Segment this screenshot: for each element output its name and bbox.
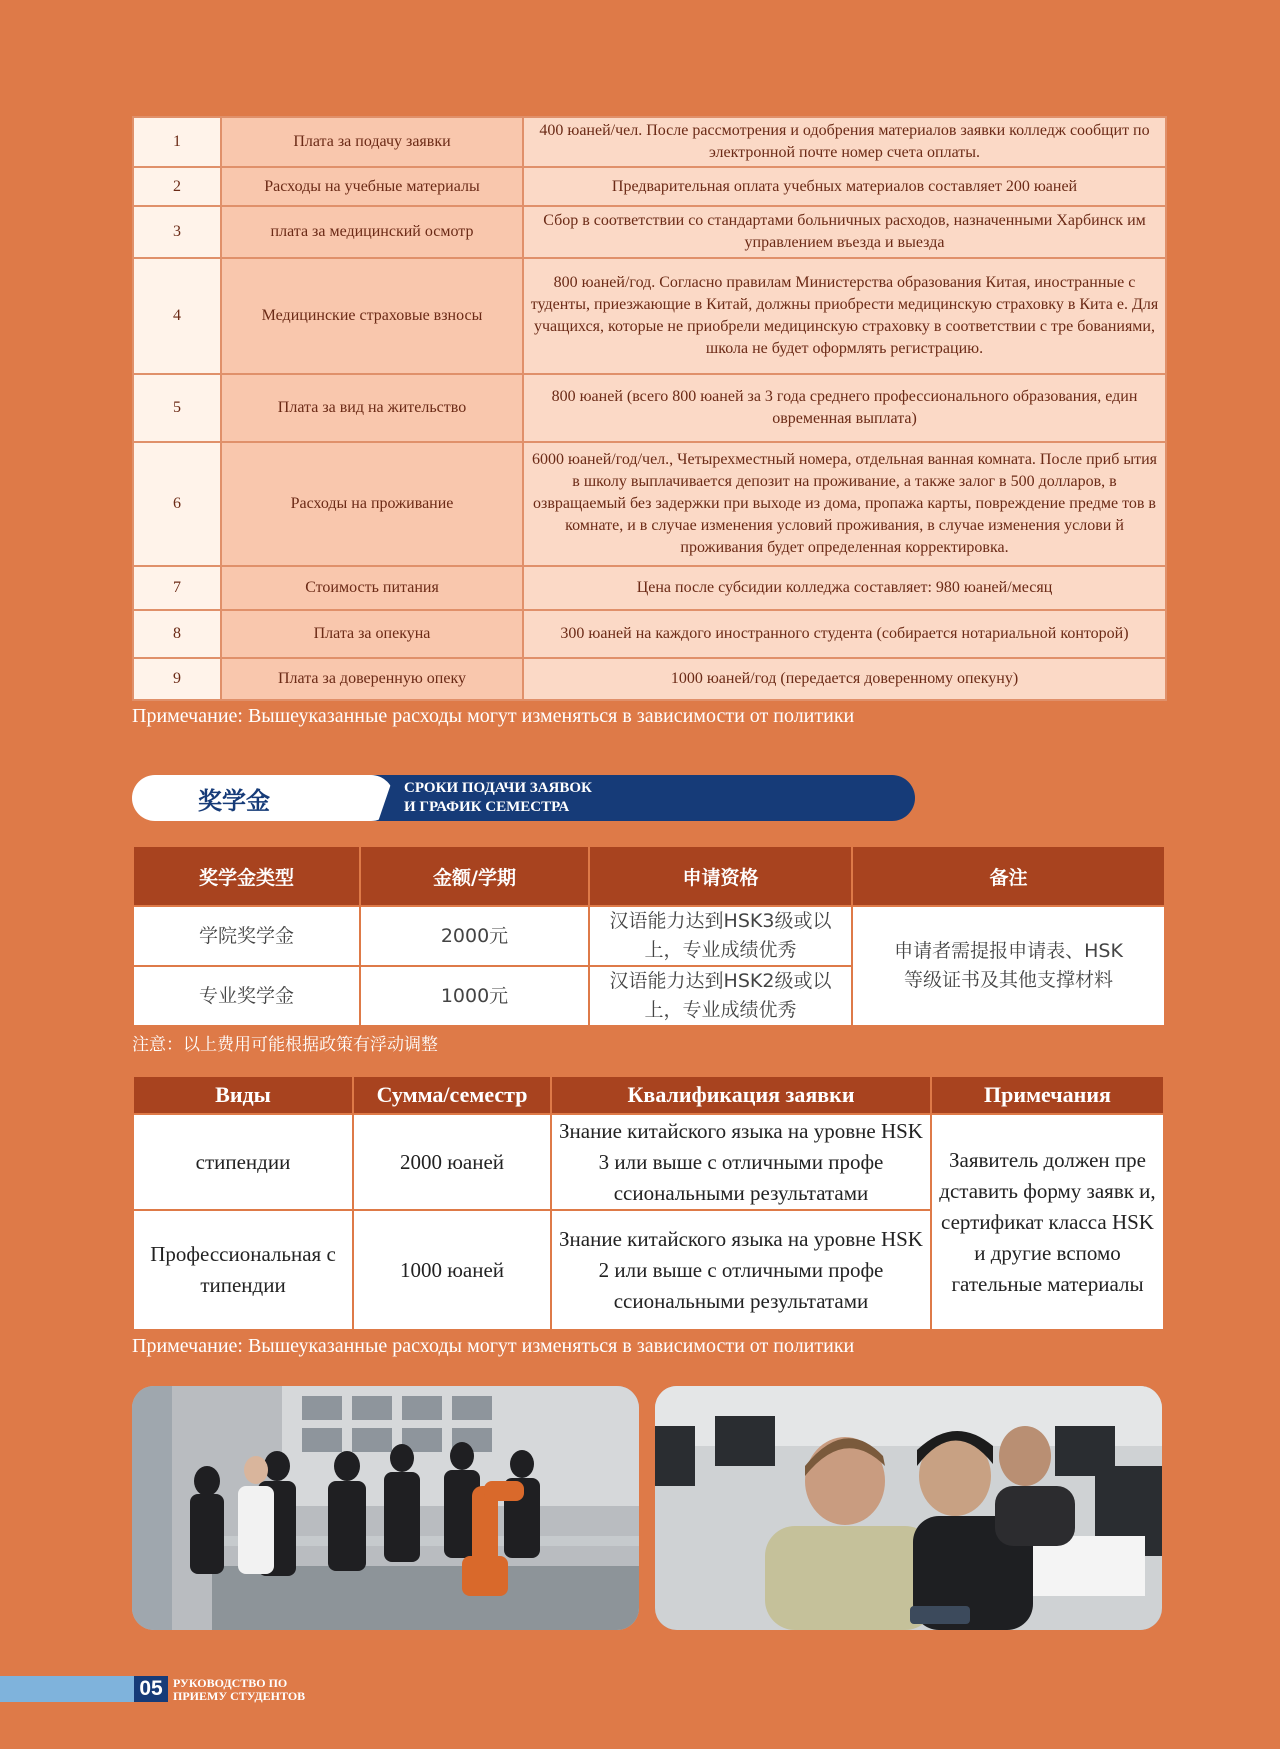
fee-number: 7 (133, 566, 221, 610)
header-amount: Сумма/семестр (353, 1076, 551, 1114)
scholarship-qualification: Знание китайского языка на уровне HSK 2 или выше с отличными профе ссиональными результатами (551, 1210, 931, 1330)
scholarship-qualification: Знание китайского языка на уровне HSK 3 или выше с отличными профе ссиональными результатами (551, 1114, 931, 1210)
photo-robotics-lab (132, 1386, 639, 1630)
fee-number: 1 (133, 117, 221, 167)
computer-lab-illustration (655, 1386, 1162, 1630)
scholarship-qualification: 汉语能力达到HSK3级或以上，专业成绩优秀 (589, 906, 852, 966)
header-remark: Примечания (931, 1076, 1164, 1114)
scholarship-table-ru (132, 1075, 1165, 1331)
fee-name: Плата за опекуна (221, 610, 523, 658)
fee-number: 2 (133, 167, 221, 206)
table-row (133, 658, 1166, 700)
footer-bar (0, 1676, 136, 1702)
fee-name: Плата за вид на жительство (221, 374, 523, 442)
scholarship-cn-note: 注意：以上费用可能根据政策有浮动调整 (132, 1035, 438, 1055)
header-qualification: 申请资格 (589, 846, 852, 906)
footer-title-line1: РУКОВОДСТВО ПО (173, 1676, 288, 1690)
table-row (133, 906, 1165, 966)
scholarship-qualification: 汉语能力达到HSK2级或以上，专业成绩优秀 (589, 966, 852, 1026)
fee-description: 800 юаней (всего 800 юаней за 3 года среднего профессионального образования, един овременная выплата) (523, 374, 1166, 442)
table-row (133, 167, 1166, 206)
fee-description: 6000 юаней/год/чел., Четырехместный номера, отдельная ванная комната. После приб ытия в школу выплачивается депозит на проживание, а также залог в 500 долларов, в озвращаемый без задержки при выходе из дома, пропажа карты, повреждение предме тов в комнате, и в случае изменения условий проживания, в случае изменения услови й проживания будет определенная корректировка. (523, 442, 1166, 566)
header-qualification: Квалификация заявки (551, 1076, 931, 1114)
scholarship-table-cn (132, 845, 1166, 1027)
fee-number: 4 (133, 258, 221, 374)
fee-description: 400 юаней/чел. После рассмотрения и одобрения материалов заявки колледж сообщит по электронной почте номер счета оплаты. (523, 117, 1166, 167)
header-type: 奖学金类型 (133, 846, 360, 906)
fee-number: 9 (133, 658, 221, 700)
table-row (133, 442, 1166, 566)
banner-ru-line2: И ГРАФИК СЕМЕСТРА (404, 799, 570, 815)
fee-name: Медицинские страховые взносы (221, 258, 523, 374)
scholarship-remark: 申请者需提报申请表、HSK等级证书及其他支撑材料 (852, 906, 1165, 1026)
scholarship-ru-note: Примечание: Вышеуказанные расходы могут изменяться в зависимости от политики (132, 1335, 855, 1357)
fee-description: Предварительная оплата учебных материалов составляет 200 юаней (523, 167, 1166, 206)
fee-description: 1000 юаней/год (передается доверенному опекуну) (523, 658, 1166, 700)
scholarship-type: 专业奖学金 (133, 966, 360, 1026)
banner-ru-line1: СРОКИ ПОДАЧИ ЗАЯВОК (404, 780, 592, 796)
scholarship-amount: 1000 юаней (353, 1210, 551, 1330)
scholarship-type: стипендии (133, 1114, 353, 1210)
table-row (133, 1114, 1164, 1210)
table-row (133, 610, 1166, 658)
fee-description: Цена после субсидии колледжа составляет: 980 юаней/месяц (523, 566, 1166, 610)
footer-title (173, 1677, 305, 1703)
fee-name: плата за медицинский осмотр (221, 206, 523, 258)
section-banner (132, 775, 815, 821)
banner-ru-title (404, 779, 592, 817)
scholarship-type: Профессиональная с типендии (133, 1210, 353, 1330)
fee-name: Плата за подачу заявки (221, 117, 523, 167)
table-row (133, 206, 1166, 258)
fees-note: Примечание: Вышеуказанные расходы могут изменяться в зависимости от политики (132, 705, 855, 727)
fee-number: 8 (133, 610, 221, 658)
photo-computer-lab (655, 1386, 1162, 1630)
scholarship-type: 学院奖学金 (133, 906, 360, 966)
scholarship-amount: 2000元 (360, 906, 589, 966)
banner-cn-title: 奖学金 (198, 787, 270, 815)
table-row (133, 117, 1166, 167)
fee-name: Плата за доверенную опеку (221, 658, 523, 700)
scholarship-remark: Заявитель должен пре дставить форму заявк и, сертификат класса HSK и другие вспомо гательные материалы (931, 1114, 1164, 1330)
page-number: 05 (134, 1676, 168, 1702)
fee-name: Стоимость питания (221, 566, 523, 610)
fee-number: 5 (133, 374, 221, 442)
scholarship-amount: 2000 юаней (353, 1114, 551, 1210)
header-amount: 金额/学期 (360, 846, 589, 906)
fee-description: Сбор в соответствии со стандартами больничных расходов, назначенными Харбинск им управлением въезда и выезда (523, 206, 1166, 258)
fee-number: 3 (133, 206, 221, 258)
fees-table (132, 116, 1167, 701)
robotics-lab-illustration (132, 1386, 639, 1630)
fee-description: 300 юаней на каждого иностранного студента (собирается нотариальной конторой) (523, 610, 1166, 658)
footer-title-line2: ПРИЕМУ СТУДЕНТОВ (173, 1689, 306, 1703)
table-row (133, 374, 1166, 442)
table-header-row (133, 846, 1165, 906)
fee-number: 6 (133, 442, 221, 566)
header-type: Виды (133, 1076, 353, 1114)
header-remark: 备注 (852, 846, 1165, 906)
fee-description: 800 юаней/год. Согласно правилам Министерства образования Китая, иностранные с туденты, приезжающие в Китай, должны приобрести медицинскую страховку в Кита е. Для учащихся, которые не приобрели медицинскую страховку в соответствии с тре бованиями, школа не будет оформлять регистрацию. (523, 258, 1166, 374)
table-row (133, 258, 1166, 374)
fee-name: Расходы на учебные материалы (221, 167, 523, 206)
table-row (133, 566, 1166, 610)
scholarship-amount: 1000元 (360, 966, 589, 1026)
fee-name: Расходы на проживание (221, 442, 523, 566)
table-header-row (133, 1076, 1164, 1114)
